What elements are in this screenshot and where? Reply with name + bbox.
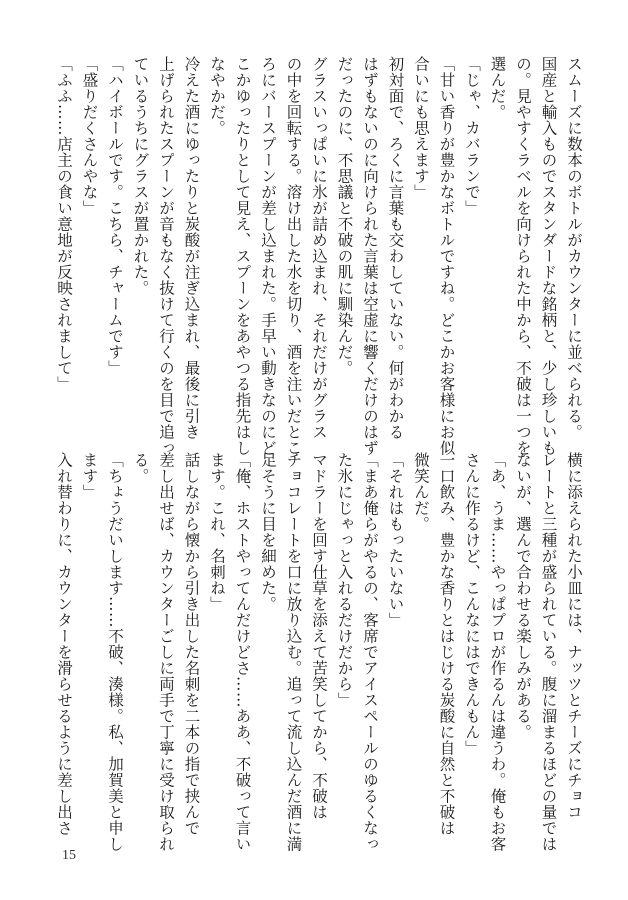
text-line: ないが、選んで合わせる楽しみがある。 (514, 452, 532, 740)
text-line: ます。これ、名刺ね」 (208, 452, 226, 612)
text-line: はずもないのに向けられた言葉は空虚に響くだけのはず (361, 56, 379, 456)
bottom-text-block (46, 452, 586, 852)
text-line: 初対面で、ろくに言葉も交わしていない。何がわかる (386, 56, 405, 440)
text-line: 「甘い香りが豊かなボトルですね。どこかお客様にお似 (437, 56, 456, 456)
text-line: 微笑んだ。 (412, 452, 430, 532)
page-number: 15 (62, 848, 76, 863)
text-line: なやかだ。 (208, 56, 226, 136)
text-line: スムーズに数本のボトルがカウンターに並べられる。 (565, 56, 583, 440)
text-line: 足そうに目を細めた。 (259, 452, 277, 612)
text-line: 話しながら懐から引き出した名刺を二本の指で挟んで (182, 452, 201, 836)
text-line: 合いにも思えます」 (412, 56, 430, 200)
text-line: 上げられたスプーンが音もなく抜けて行くのを目で追っ (157, 56, 175, 456)
text-line: 「まあ俺らがやるの、客席でアイスペールのゆるくなっ (361, 452, 379, 852)
text-line: こかゆったりとして見え、スプーンをあやつる指先はし (233, 56, 252, 456)
text-line: チョコレートを口に放り込む。追って流し込んだ酒に満 (284, 452, 303, 852)
top-text-block (46, 56, 586, 456)
text-line: グラスいっぱいに氷が詰め込まれ、それだけがグラス (310, 56, 328, 440)
text-line: さんに作るけど、こんなにはできんもん」 (463, 452, 481, 756)
text-line: だったのに、不思議と不破の肌に馴染んだ。 (335, 56, 354, 376)
text-line: ろにバースプーンが差し込まれた。手早い動きなのにど (259, 56, 277, 456)
text-line: の中を回転する。溶け出した水を切り、酒を注いだとこ (284, 56, 303, 456)
text-line: マドラーを回す仕草を添えて苦笑してから、不破は (310, 452, 328, 820)
text-line: 一口飲み、豊かな香りとはじける炭酸に自然と不破は (437, 452, 456, 836)
text-line: 国産と輸入ものでスタンダードな銘柄と、少し珍しいも (539, 56, 558, 456)
text-line: 「じゃ、カバランで」 (463, 56, 481, 216)
text-line: 「それはもったいない」 (386, 452, 405, 628)
text-line: 「俺、ホストやってんだけどさ……ああ、不破って言い (233, 452, 252, 852)
text-line: た氷にじゃっと入れるだけだから」 (335, 452, 354, 708)
text-line: 冷えた酒にゆったりと炭酸が注ぎ込まれ、最後に引き (182, 56, 201, 440)
text-line: 「あ、うま……やっぱプロが作るんは違うわ。俺もお客 (488, 452, 507, 852)
text-line: ているうちにグラスが置かれた。 (131, 56, 150, 296)
text-line: 選んだ。 (488, 56, 507, 120)
text-line: 横に添えられた小皿には、ナッツとチーズにチョコ (565, 452, 583, 820)
text-line: 「ふふ……店主の食い意地が反映されまして」 (55, 56, 73, 392)
text-line: 入れ替わりに、カウンターを滑らせるように差し出さ (55, 452, 73, 836)
text-line: 「盛りだくさんやな」 (80, 56, 99, 216)
text-line: 差し出せば、カウンターごしに両手で丁寧に受け取られ (157, 452, 175, 852)
text-line: の。見やすくラベルを向けられた中から、不破は一つを (514, 56, 532, 456)
text-line: レートと三種が盛られている。腹に溜まるほどの量では (539, 452, 558, 852)
text-line: 「ちょうだいします……不破、湊様。私、加賀美と申し (106, 452, 124, 852)
text-line: 「ハイボールです。こちら、チャームです」 (106, 56, 124, 376)
text-line: る。 (131, 452, 150, 484)
text-line: ます」 (80, 452, 99, 500)
